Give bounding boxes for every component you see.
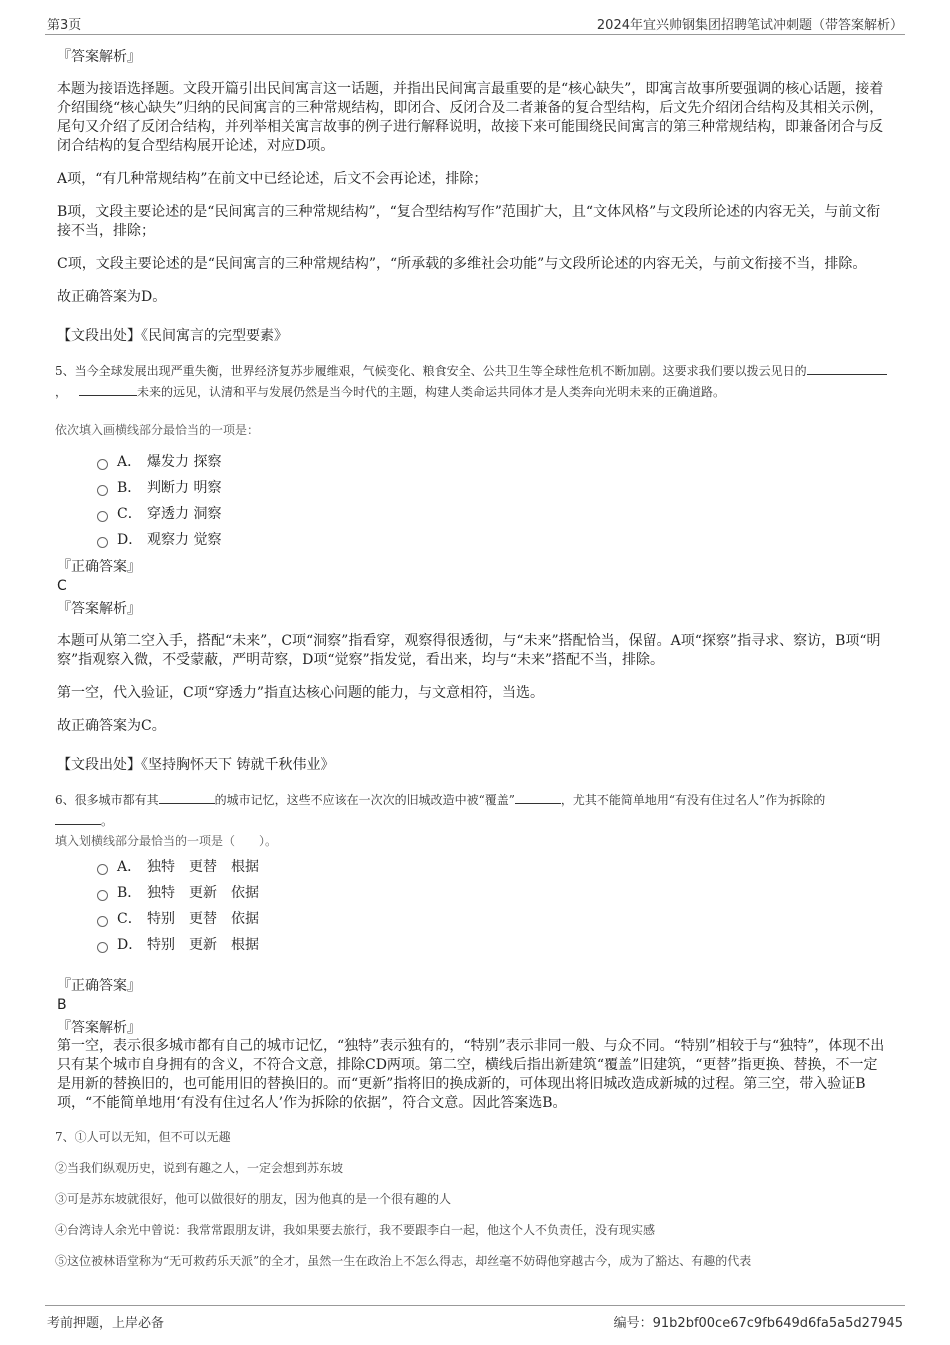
option-a[interactable]: A． 独特 更替 根据 [97,853,890,879]
source-citation: 【文段出处】《民间寓言的完型要素》 [57,328,288,344]
radio-icon[interactable] [97,459,108,470]
analysis-paragraph: 第一空，表示很多城市都有自己的城市记忆，“独特”表示独有的，“特别”表示非同一般、与众不同。“特别”相较于与“独特”，体现不出只有某个城市自身拥有的含义，不符合文意，排除CD两项。第二空，横线后指出新建筑“覆盖”旧建筑，“更替”指更换、替换，不一定是用新的替换旧的，也可能用旧的替换旧的。而“更新”指将旧的换成新的，可体现出将旧城改造成新城的过程。第三空，带入验证B项，“不能简单地用‘有没有住过名人’作为拆除的依据”，符合文意。因此答案选B。 [57,1038,885,1111]
analysis-paragraph: A项，“有几种常规结构”在前文中已经论述，后文不会再论述，排除； [57,171,488,187]
fill-blank [807,362,887,375]
question-stem [55,361,890,403]
page-header [45,14,905,35]
option-a[interactable]: A． 爆发力 探察 [97,448,890,474]
question-5 [55,361,890,774]
correct-answer-label: 『正确答案』 [57,978,141,994]
option-d[interactable]: D． 特别 更新 根据 [97,931,890,957]
fill-blank [79,383,137,396]
radio-icon[interactable] [97,511,108,522]
analysis-paragraph: 第一空，代入验证，C项“穿透力”指直达核心问题的能力，与文意相符，当选。 [57,685,545,701]
analysis-paragraph: 本题为接语选择题。文段开篇引出民间寓言这一话题，并指出民间寓言最重要的是“核心缺失”，即寓言故事所要强调的核心话题，接着介绍围绕“核心缺失”归纳的民间寓言的三种常规结构，即闭合、反闭合及二者兼备的复合型结构，后文先介绍闭合结构及其相关示例，尾句又介绍了反闭合结构，并列举相关寓言故事的例子进行解释说明，故接下来可能围绕民间寓言的第三种常规结构，即兼备闭合与反闭合结构的复合型结构展开论述，对应D项。 [57,81,884,154]
sentence-line: ②当我们纵观历史，说到有趣之人，一定会想到苏东坡 [55,1161,344,1175]
sentence-line: ③可是苏东坡就很好，他可以做很好的朋友，因为他真的是一个很有趣的人 [55,1192,452,1206]
question-7 [55,1127,890,1271]
radio-icon[interactable] [97,485,108,496]
analysis-paragraph: B项，文段主要论述的是“民间寓言的三种常规结构”，“复合型结构写作”范围扩大，且“文体风格”与文段所论述的内容无关，与前文衔接不当，排除； [57,204,881,239]
analysis-label: 『答案解析』 [57,49,141,65]
question-instruction: 依次填入画横线部分最恰当的一项是： [55,423,260,437]
source-citation: 【文段出处】《坚持胸怀天下 铸就千秋伟业》 [57,757,335,773]
analysis-label: 『答案解析』 [57,601,141,617]
page-footer [45,1305,905,1331]
option-c[interactable]: C． 穿透力 洞察 [97,500,890,526]
stem-text: 5、当今全球发展出现严重失衡，世界经济复苏步履维艰，气候变化、粮食安全、公共卫生等全球性危机不断加剧。这要求我们要以拨云见日的 [55,364,807,378]
page-number: 第3页 [47,18,82,33]
radio-icon[interactable] [97,537,108,548]
code-value: 91b2bf00ce67c9fb649d6fa5a5d27945 [652,1316,903,1331]
analysis-label: 『答案解析』 [57,1020,141,1036]
option-c[interactable]: C． 特别 更替 依据 [97,905,890,931]
question-instruction: 填入划横线部分最恰当的一项是（ ）。 [55,834,278,848]
fill-blank [159,791,215,804]
code-label: 编号： [613,1316,653,1331]
option-d[interactable]: D． 观察力 觉察 [97,526,890,552]
analysis-paragraph: 故正确答案为C。 [57,718,166,734]
document-code [614,1312,903,1331]
document-title: 2024年宜兴帅钢集团招聘笔试冲刺题（带答案解析） [596,18,903,33]
analysis-paragraph: C项，文段主要论述的是“民间寓言的三种常规结构”，“所承载的多维社会功能”与文段所论述的内容无关，与前文衔接不当，排除。 [57,256,867,272]
analysis-paragraph: 本题可从第二空入手，搭配“未来”，C项“洞察”指看穿，观察得很透彻，与“未来”搭配恰当，保留。A项“探察”指寻求、察访，B项“明察”指观察入微，不受蒙蔽，严明苛察，D项“觉察”指发觉，看出来，均与“未来”搭配不当，排除。 [57,633,881,668]
fill-blank [55,812,101,825]
q4-analysis-section [55,46,890,345]
correct-answer: C [57,578,67,594]
correct-answer-label: 『正确答案』 [57,559,141,575]
sentence-line: ④台湾诗人余光中曾说：我常常跟朋友讲，我如果要去旅行，我不要跟李白一起，他这个人不负责任，没有现实感 [55,1223,656,1237]
correct-answer: B [57,997,67,1013]
option-list [97,448,890,552]
fill-blank [515,791,561,804]
sentence-line: 7、①人可以无知，但不可以无趣 [55,1130,231,1144]
footer-slogan: 考前押题，上岸必备 [47,1316,165,1331]
stem-text: ， [55,385,68,399]
option-list [97,853,890,957]
stem-text: 未来的远见，认清和平与发展仍然是当今时代的主题，构建人类命运共同体才是人类奔向光明未来的正确道路。 [137,385,726,399]
analysis-paragraph: 故正确答案为D。 [57,289,167,305]
question-stem: 6、很多城市都有其 的城市记忆，这些不应该在一次次的旧城改造中被“覆盖” ，尤其不能简单地用“有没有住过名人”作为拆除的 。 [55,793,826,828]
radio-icon[interactable] [97,864,108,875]
question-6 [55,790,890,1113]
page-content [55,40,890,1282]
option-b[interactable]: B． 独特 更新 依据 [97,879,890,905]
radio-icon[interactable] [97,890,108,901]
radio-icon[interactable] [97,916,108,927]
radio-icon[interactable] [97,942,108,953]
option-b[interactable]: B． 判断力 明察 [97,474,890,500]
sentence-line: ⑤这位被林语堂称为“无可救药乐天派”的全才，虽然一生在政治上不怎么得志，却丝毫不妨碍他穿越古今，成为了豁达、有趣的代表 [55,1254,752,1268]
